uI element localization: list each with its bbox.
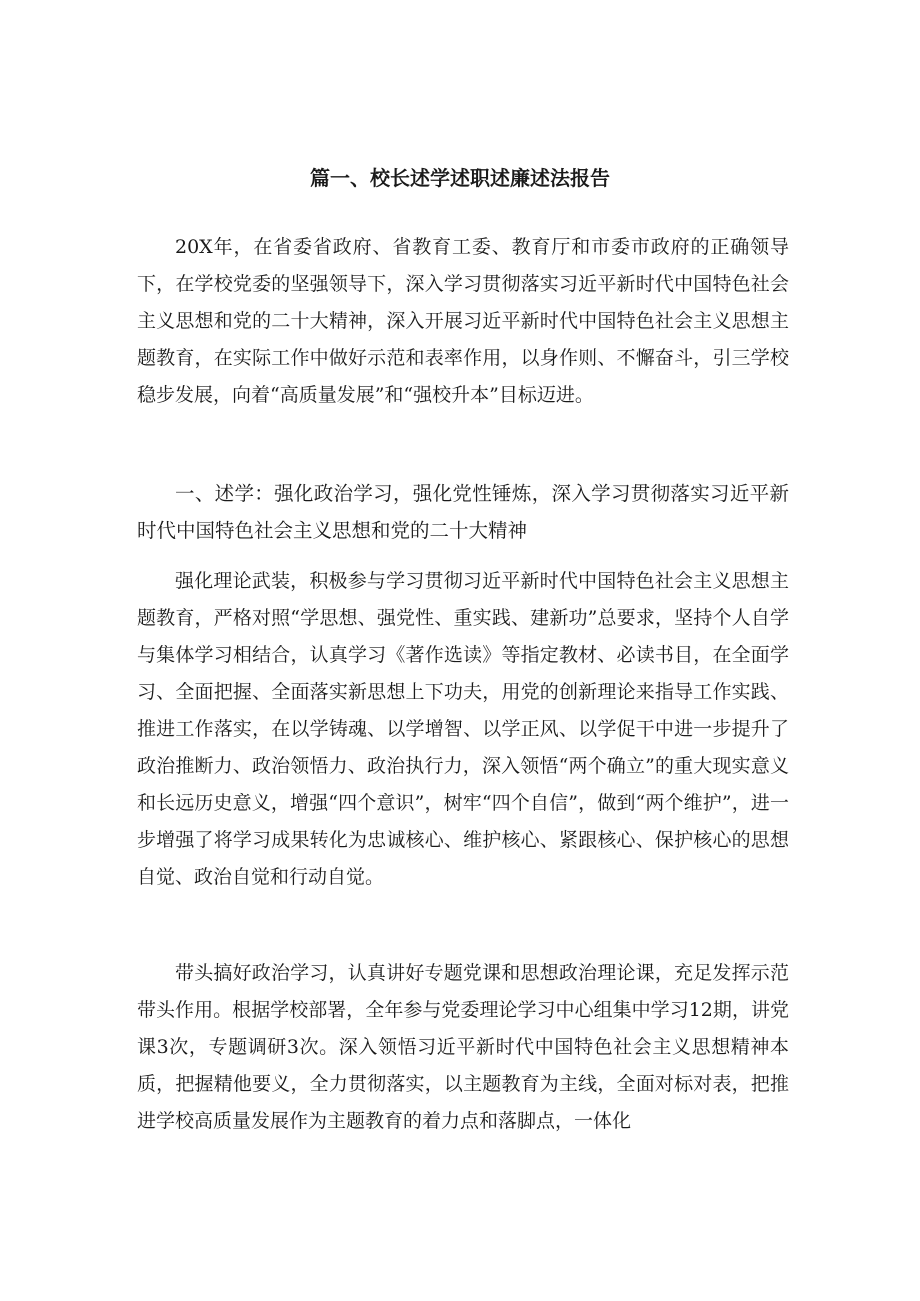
section-heading: 一、述学：强化政治学习，强化党性锤炼，深入学习贯彻落实习近平新时代中国特色社会主义思想和党的二十大精神 xyxy=(137,482,789,542)
document-title: 篇一、校长述学述职述廉述法报告 xyxy=(310,166,610,190)
intro-paragraph: 20X年，在省委省政府、省教育工委、教育厅和市委市政府的正确领导下，在学校党委的坚强领导下，深入学习贯彻落实习近平新时代中国特色社会主义思想和党的二十大精神，深入开展习近平新时代中国特色社会主义思想主题教育，在实际工作中做好示范和表率作用，以身作则、不懈奋斗，引三学校稳步发展，向着“高质量发展”和“强校升本”目标迈进。 xyxy=(137,236,789,406)
body-paragraph-2: 带头搞好政治学习，认真讲好专题党课和思想政治理论课，充足发挥示范带头作用。根据学校部署，全年参与党委理论学习中心组集中学习12期，讲党课3次，专题调研3次。深入领悟习近平新时代中国特色社会主义思想精神本质，把握精他要义，全力贯彻落实，以主题教育为主线，全面对标对表，把推进学校高质量发展作为主题教育的着力点和落脚点，一体化 xyxy=(137,962,789,1132)
body-paragraph-1: 强化理论武装，积极参与学习贯彻习近平新时代中国特色社会主义思想主题教育，严格对照“学思想、强党性、重实践、建新功”总要求，坚持个人自学与集体学习相结合，认真学习《著作选读》等指定教材、必读书目，在全面学习、全面把握、全面落实新思想上下功夫，用党的创新理论来指导工作实践、推进工作落实，在以学铸魂、以学增智、以学正风、以学促干中进一步提升了政治推断力、政治领悟力、政治执行力，深入领悟“两个确立”的重大现实意义和长远历史意义，增强“四个意识”，树牢“四个自信”，做到“两个维护”，进一步增强了将学习成果转化为忠诚核心、维护核心、紧跟核心、保护核心的思想自觉、政治自觉和行动自觉。 xyxy=(137,570,789,888)
